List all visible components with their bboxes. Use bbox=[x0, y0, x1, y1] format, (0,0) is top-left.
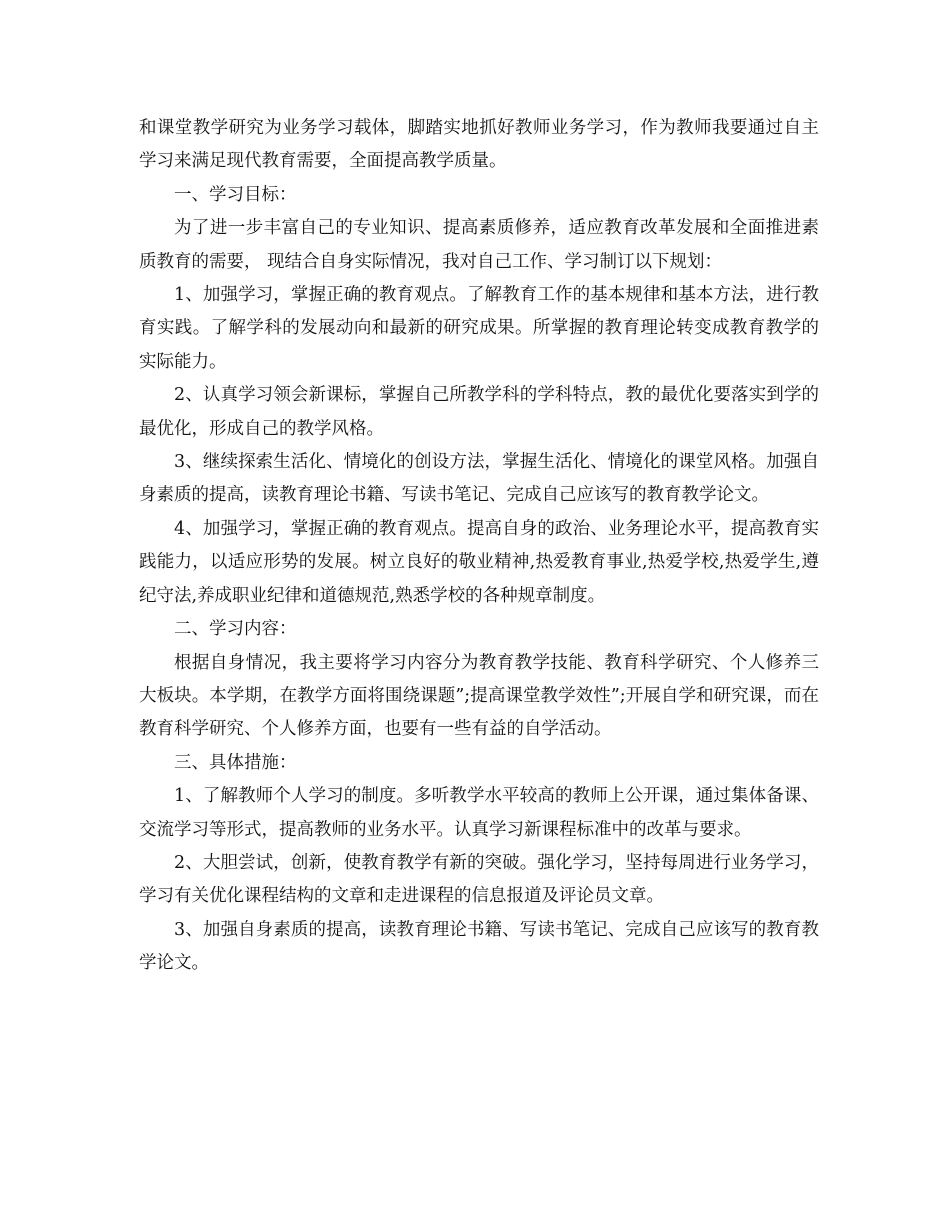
paragraph-goals-intro: 为了进一步丰富自己的专业知识、提高素质修养，适应教育改革发展和全面推进素质教育的需要， 现结合自身实际情况，我对自己工作、学习制订以下规划： bbox=[139, 218, 819, 272]
measure-item-3: 3、加强自身素质的提高，读教育理论书籍、写读书笔记、完成自己应该写的教育教学论文。 bbox=[139, 919, 819, 974]
measure-item-1: 1、了解教师个人学习的制度。多听教学水平较高的教师上公开课，通过集体备课、交流学习等形式，提高教师的业务水平。认真学习新课程标准中的改革与要求。 bbox=[139, 786, 819, 840]
paragraph-learning-content: 根据自身情况，我主要将学习内容分为教育教学技能、教育科学研究、个人修养三大板块。本学期，在教学方面将围绕课题”;提高课堂教学效性”;开展自学和研究课，而在教育科学研究、个人修养方面，也要有一些有益的自学活动。 bbox=[139, 652, 819, 740]
goal-item-2: 2、认真学习领会新课标，掌握自己所教学科的学科特点，教的最优化要落实到学的最优化，形成自己的教学风格。 bbox=[139, 385, 819, 439]
paragraph-continuation: 和课堂教学研究为业务学习载体，脚踏实地抓好教师业务学习，作为教师我要通过自主学习来满足现代教育需要，全面提高教学质量。 bbox=[139, 118, 819, 172]
document-body bbox=[139, 112, 819, 981]
goal-item-4: 4、加强学习，掌握正确的教育观点。提高自身的政治、业务理论水平，提高教育实践能力，以适应形势的发展。树立良好的敬业精神,热爱教育事业,热爱学校,热爱学生,遵纪守法,养成职业纪律和道德规范,熟悉学校的各种规章制度。 bbox=[139, 518, 819, 606]
heading-learning-content: 二、学习内容： bbox=[174, 619, 297, 640]
measure-item-2: 2、大胆尝试，创新，使教育教学有新的突破。强化学习，坚持每周进行业务学习，学习有关优化课程结构的文章和走进课程的信息报道及评论员文章。 bbox=[139, 852, 819, 907]
heading-learning-goals: 一、学习目标： bbox=[174, 184, 297, 205]
heading-specific-measures: 三、具体措施： bbox=[174, 752, 297, 773]
goal-item-3: 3、继续探索生活化、情境化的创设方法，掌握生活化、情境化的课堂风格。加强自身素质的提高，读教育理论书籍、写读书笔记、完成自己应该写的教育教学论文。 bbox=[139, 452, 819, 506]
goal-item-1: 1、加强学习，掌握正确的教育观点。了解教育工作的基本规律和基本方法，进行教育实践。了解学科的发展动向和最新的研究成果。所掌握的教育理论转变成教育教学的实际能力。 bbox=[139, 285, 819, 372]
